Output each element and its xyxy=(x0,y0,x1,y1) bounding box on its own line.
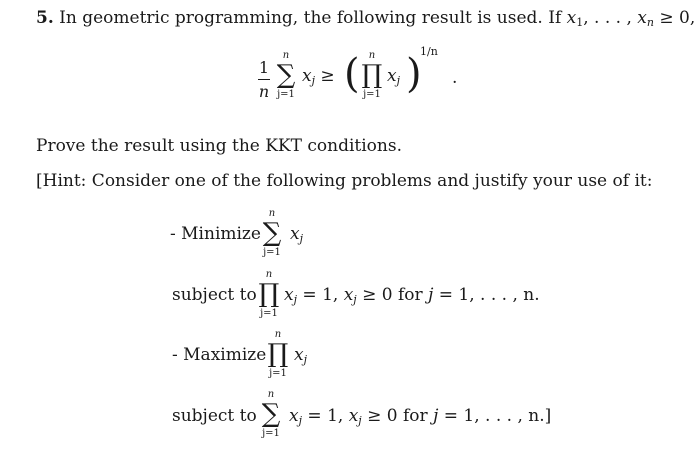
product-operator: n ∏ j=1 xyxy=(361,50,383,100)
problem-number: 5. xyxy=(36,8,54,28)
right-paren: ) xyxy=(406,51,422,97)
period: . xyxy=(452,68,458,88)
minimize-term: $x_j$ xyxy=(290,224,304,245)
maximize-sum-operator: n ∑ j=1 xyxy=(261,389,281,439)
hint-line: [Hint: Consider one of the following problems and justify your use of it: xyxy=(36,171,653,191)
minimize-constraint: $x_j = 1$, $x_j \ge 0$ for j = 1, . . . , n. xyxy=(284,285,540,306)
prove-line: Prove the result using the KKT conditions. xyxy=(36,136,402,156)
maximize-constraint: $x_j = 1$, $x_j \ge 0$ for j = 1, . . . , n.] xyxy=(289,406,552,427)
minimize-product-operator: n ∏ j=1 xyxy=(258,269,280,319)
var-xn: x xyxy=(637,8,647,28)
problem-intro: In geometric programming, the following result is used. If xyxy=(59,8,562,28)
minimize-sum-operator: n ∑ j=1 xyxy=(262,208,282,258)
left-paren: ( xyxy=(344,51,360,97)
maximize-subject-to: subject to xyxy=(172,406,257,426)
problem-statement: 5. In geometric programming, the following result is used. If $x_1$, . . . , $x_n \ge 0$, xyxy=(36,8,696,29)
intro-condition: ≥ 0, xyxy=(659,8,696,28)
minimize-label: - Minimize xyxy=(170,224,261,244)
maximize-product-operator: n ∏ j=1 xyxy=(267,329,289,379)
var-x1: x xyxy=(566,8,577,28)
minimize-subject-to: subject to xyxy=(172,285,257,305)
sum-operator: n ∑ j=1 xyxy=(276,50,296,100)
exponent: 1/n xyxy=(420,45,438,58)
product-term: $x_j$ xyxy=(387,66,401,87)
maximize-label: - Maximize xyxy=(172,345,267,365)
sum-term: $x_j$ ≥ xyxy=(302,66,335,87)
maximize-term: $x_j$ xyxy=(294,345,308,366)
fraction-1-over-n: 1 n xyxy=(258,58,270,101)
